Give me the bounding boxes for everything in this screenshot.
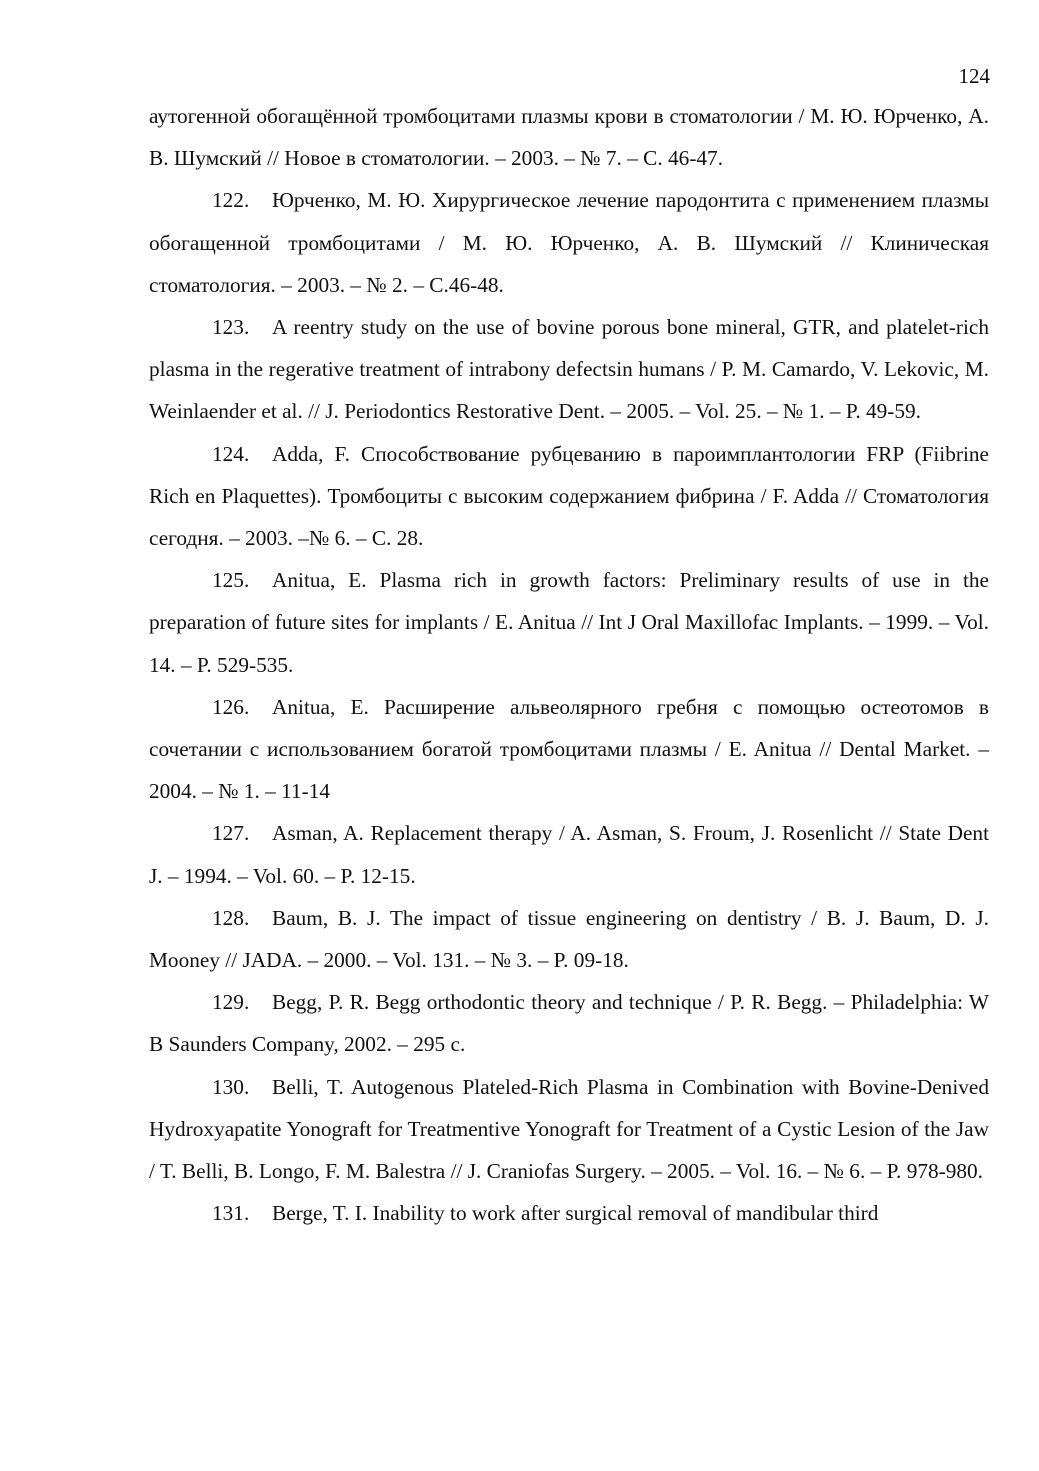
reference-text: Belli, T. Autogenous Plateled-Rich Plasma in Combination with Bovine-Denived Hydroxyapatite Yonograft for Treatmentive Yonograft for Treatment of a Cystic Lesion of the Jaw / T. Belli, B. Longo, F. M. Balestra // J. Craniofas Surgery. – 2005. – Vol. 16. – № 6. – P. 978-980. bbox=[149, 1074, 989, 1184]
reference-entry-126 bbox=[149, 686, 989, 813]
reference-text: Юрченко, М. Ю. Хирургическое лечение пародонтита с применением плазмы обогащенной тромбоцитами / М. Ю. Юрченко, А. В. Шумский // Клиническая стоматология. – 2003. – № 2. – С.46-48. bbox=[149, 188, 989, 297]
reference-text: A reentry study on the use of bovine porous bone mineral, GTR, and platelet-rich plasma in the regerative treatment of intrabony defectsin humans / P. M. Camardo, V. Lekovic, M. Weinlaender et al. // J. Periodontics Restorative Dent. – 2005. – Vol. 25. – № 1. – P. 49-59. bbox=[149, 315, 989, 424]
reference-continuation: аутогенной обогащённой тромбоцитами плазмы крови в стоматологии / М. Ю. Юрченко, А. В. Шумский // Новое в стоматологии. – 2003. – № 7. – С. 46-47. bbox=[149, 104, 989, 171]
reference-number: 126. bbox=[212, 694, 250, 719]
reference-text: Adda, F. Способствование рубцеванию в пароимплантологии FRP (Fiibrine Rich en Plaquettes). Тромбоциты с высоким содержанием фибрина / F. Adda // Стоматология сегодня. – 2003. –№ 6. – С. 28. bbox=[149, 441, 989, 551]
reference-list bbox=[149, 95, 989, 1234]
reference-number: 122. bbox=[212, 188, 250, 213]
reference-entry-123 bbox=[149, 306, 989, 433]
reference-number: 128. bbox=[212, 905, 250, 930]
page-number: 124 bbox=[958, 64, 990, 88]
reference-number: 125. bbox=[212, 568, 250, 593]
reference-entry-125 bbox=[149, 559, 989, 686]
reference-text: Anitua, E. Plasma rich in growth factors: Preliminary results of use in the preparation of future sites for implants / E. Anitua // Int J Oral Maxillofac Implants. – 1999. – Vol. 14. – P. 529-535. bbox=[149, 568, 989, 677]
reference-number: 129. bbox=[212, 990, 250, 1015]
reference-text: Asman, A. Replacement therapy / A. Asman, S. Froum, J. Rosenlicht // State Dent J. – 1994. – Vol. 60. – P. 12-15. bbox=[149, 821, 989, 888]
reference-number: 123. bbox=[212, 315, 250, 340]
reference-text: Anitua, E. Расширение альвеолярного гребня с помощью остеотомов в сочетании с использованием богатой тромбоцитами плазмы / E. Anitua // Dental Market. – 2004. – № 1. – 11-14 bbox=[149, 694, 989, 804]
reference-text: Baum, B. J. The impact of tissue engineering on dentistry / B. J. Baum, D. J. Mooney // JADA. – 2000. – Vol. 131. – № 3. – P. 09-18. bbox=[149, 905, 989, 973]
reference-entry-127 bbox=[149, 812, 989, 896]
reference-text: Begg, P. R. Begg orthodontic theory and technique / P. R. Begg. – Philadelphia: W B Saunders Company, 2002. – 295 c. bbox=[149, 990, 989, 1057]
reference-entry-130 bbox=[149, 1066, 989, 1193]
reference-entry-122 bbox=[149, 179, 989, 306]
reference-text: Berge, T. I. Inability to work after surgical removal of mandibular third bbox=[272, 1201, 879, 1226]
reference-entry-128 bbox=[149, 897, 989, 981]
reference-entry-124 bbox=[149, 433, 989, 560]
reference-number: 130. bbox=[212, 1074, 250, 1099]
reference-number: 127. bbox=[212, 821, 250, 846]
reference-number: 124. bbox=[212, 441, 250, 466]
reference-entry-131 bbox=[149, 1192, 989, 1234]
reference-entry-129 bbox=[149, 981, 989, 1065]
reference-number: 131. bbox=[212, 1201, 250, 1226]
